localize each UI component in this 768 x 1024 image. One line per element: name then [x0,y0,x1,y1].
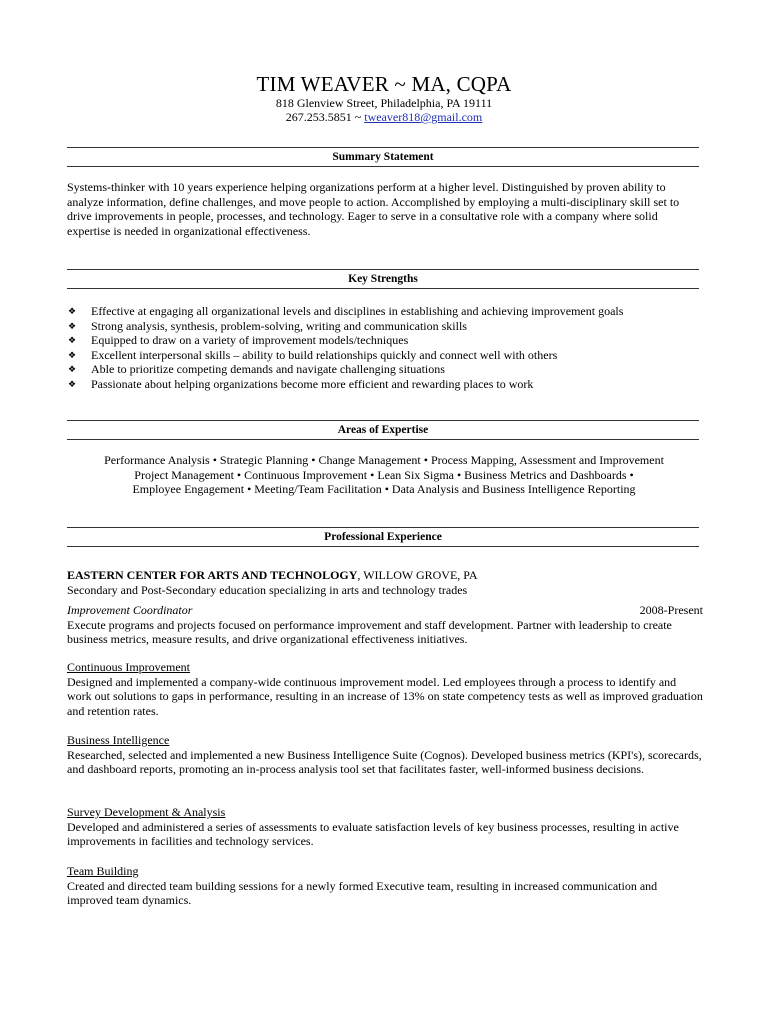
experience-heading: Professional Experience [67,527,699,547]
diamond-bullet-icon: ❖ [68,320,77,331]
role-description: Execute programs and projects focused on performance improvement and staff development. Partner with leadership to create business metrics, measure results, and drive organizational effectiveness initiatives. [67,617,672,647]
role-title: Improvement Coordinator [67,603,193,617]
diamond-bullet-icon: ❖ [68,335,77,346]
experience-text: Created and directed team building sessions for a newly formed Executive team, resulting in increased communication and improved team dynamics. [67,878,658,908]
experience-section [67,805,703,849]
role-row [67,603,703,618]
summary-heading: Summary Statement [67,147,699,167]
resume-header [0,72,768,124]
list-item [67,333,703,348]
experience-subhead: Business Intelligence [67,733,170,747]
email-link[interactable]: tweaver818@gmail.com [364,110,483,124]
experience-subhead: Survey Development & Analysis [67,805,226,819]
experience-subhead: Team Building [67,864,139,878]
list-item [67,377,703,392]
candidate-phone: 267.253.5851 ~ [285,110,365,124]
list-item [67,319,703,334]
candidate-address: 818 Glenview Street, Philadelphia, PA 19111 [275,96,493,110]
experience-section [67,864,703,908]
candidate-name: TIM WEAVER ~ MA, CQPA [256,72,512,96]
expertise-line: Project Management • Continuous Improvement • Lean Six Sigma • Business Metrics and Dashboards • [134,467,634,482]
strength-text: Passionate about helping organizations become more efficient and rewarding places to work [91,376,534,391]
experience-section [67,660,703,718]
role-block [67,603,703,647]
employer-name: EASTERN CENTER FOR ARTS AND TECHNOLOGY [67,568,358,582]
strength-text: Able to prioritize competing demands and navigate challenging situations [91,362,445,377]
summary-text: Systems-thinker with 10 years experience helping organizations perform at a higher level. Distinguished by proven ability to analyze information, define challenges, and move people to action. Accomplished by employing a multi-disciplinary skill set to drive improvements in people, processes, and technology. Eager to serve in a consultative role with a company where solid expertise is needed in organizational effectiveness. [67,180,680,238]
experience-text: Researched, selected and implemented a new Business Intelligence Suite (Cognos). Developed business metrics (KPI's), scorecards, and dashboard reports, promoting an in-process analysis tool set that facilitates faster, well-informed business decisions. [67,747,702,777]
strength-text: Strong analysis, synthesis, problem-solving, writing and communication skills [91,318,467,333]
expertise-line: Performance Analysis • Strategic Planning • Change Management • Process Mapping, Assessment and Improvement [104,453,664,467]
strength-text: Excellent interpersonal skills – ability to build relationships quickly and connect well with others [91,347,558,362]
role-dates: 2008-Present [639,603,703,617]
diamond-bullet-icon: ❖ [68,349,77,360]
diamond-bullet-icon: ❖ [68,378,77,389]
expertise-line: Employee Engagement • Meeting/Team Facilitation • Data Analysis and Business Intelligence Reporting [132,482,636,497]
candidate-contact [0,110,768,124]
experience-text: Designed and implemented a company-wide continuous improvement model. Led employees through a process to identify and work out solutions to gaps in performance, resulting in an increase of 13% on state competency tests as well as improved graduation and retention rates. [67,674,703,718]
strengths-heading: Key Strengths [67,269,699,289]
employer-block [67,568,703,597]
employer-line [67,568,703,583]
employer-location: , WILLOW GROVE, PA [357,568,478,582]
diamond-bullet-icon: ❖ [68,306,77,316]
experience-section [67,733,703,777]
expertise-block [60,453,708,497]
strength-text: Effective at engaging all organizational levels and disciplines in establishing and achieving improvement goals [91,304,624,318]
diamond-bullet-icon: ❖ [68,364,77,375]
list-item [67,362,703,377]
strengths-block [67,304,703,392]
list-item [67,304,703,319]
strength-text: Equipped to draw on a variety of improvement models/techniques [91,333,409,348]
strengths-list [67,304,703,392]
expertise-heading: Areas of Expertise [67,420,699,440]
list-item [67,348,703,363]
employer-description: Secondary and Post-Secondary education specializing in arts and technology trades [67,582,468,597]
experience-subhead: Continuous Improvement [67,660,190,674]
experience-text: Developed and administered a series of assessments to evaluate satisfaction levels of key business processes, resulting in active improvements in facilities and technology services. [67,819,679,849]
